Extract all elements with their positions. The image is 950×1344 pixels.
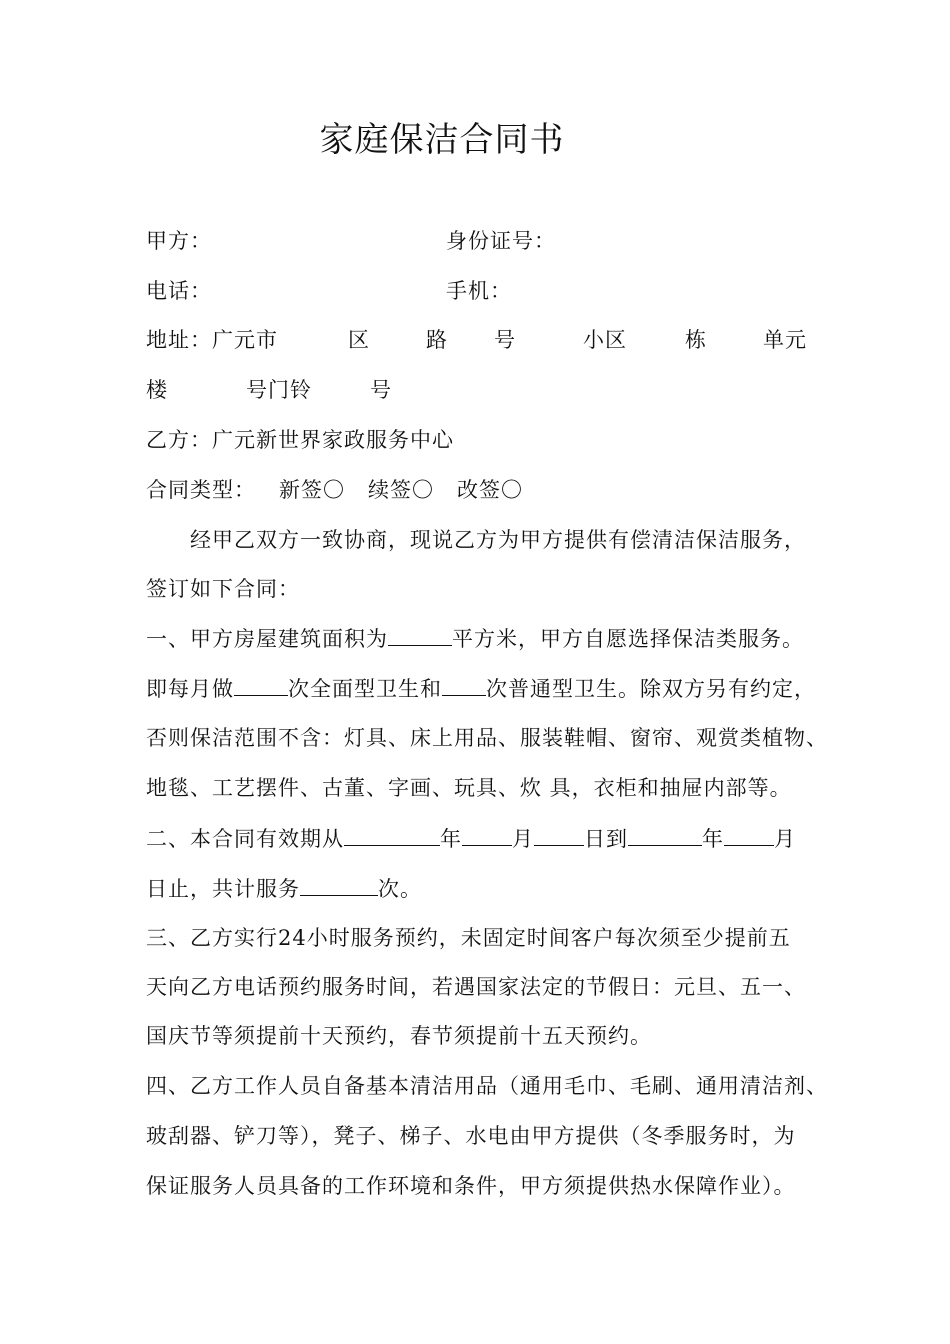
clause-2-text-a: 二、本合同有效期从 [146,827,344,851]
address-district: 区 [348,328,370,352]
clause-1-text-a: 一、甲方房屋建筑面积为 [146,627,388,651]
end-year-blank [628,823,702,846]
clause-2-line-1 [146,823,796,854]
contract-type-renew: 续签〇 [368,478,434,502]
clause-4-line-3: 保证服务人员具备的工作环境和条件，甲方须提供热水保障作业）。 [146,1174,796,1198]
area-blank [388,623,452,646]
party-b-line: 乙方：广元新世界家政服务中心 [146,428,454,452]
clause-1-text-e: 次普通型卫生。除双方另有约定， [486,677,816,701]
clause-2-text-c: 日止，共计服务 [146,877,300,901]
clause-1-text-b: 平方米，甲方自愿选择保洁类服务。 [452,627,804,651]
mobile-label: 手机： [446,279,512,303]
start-day-blank [534,823,584,846]
clause-1-line-1 [146,623,804,654]
clause-1-text-d: 次全面型卫生和 [288,677,442,701]
contract-type-amend: 改签〇 [457,478,523,502]
clause-4-line-2: 玻刮器、铲刀等），凳子、梯子、水电由甲方提供（冬季服务时，为 [146,1124,796,1148]
clause-1-text-c: 即每月做 [146,677,234,701]
address-building: 栋 [685,328,707,352]
start-month-blank [462,823,512,846]
clause-3-line-1: 三、乙方实行24小时服务预约，未固定时间客户每次须至少提前五 [146,926,791,950]
party-a-label: 甲方： [146,229,212,253]
regular-clean-count-blank [442,673,486,696]
clause-2-year-1: 年 [440,827,462,851]
clause-4-line-1: 四、乙方工作人员自备基本清洁用品（通用毛巾、毛刷、通用清洁剂、 [146,1074,828,1098]
address-label: 地址：广元市 [146,328,278,352]
clause-2-month-2: 月 [774,827,796,851]
start-year-blank [344,823,440,846]
clause-1-line-3: 否则保洁范围不含：灯具、床上用品、服装鞋帽、窗帘、观赏类植物、 [146,726,828,750]
address-number: 号 [494,328,516,352]
clause-3-line-2: 天向乙方电话预约服务时间，若遇国家法定的节假日：元旦、五一、 [146,975,806,999]
address-door: 号门铃 [246,378,312,402]
phone-label: 电话： [146,279,212,303]
address-bell-number: 号 [370,378,392,402]
clause-3-line-3: 国庆节等须提前十天预约，春节须提前十五天预约。 [146,1024,652,1048]
contract-type-label: 合同类型： [146,478,256,502]
id-number-label: 身份证号： [446,229,556,253]
clause-2-line-2 [146,873,422,904]
intro-line-1: 经甲乙双方一致协商，现说乙方为甲方提供有偿清洁保洁服务， [190,528,806,552]
clause-1-line-4: 地毯、工艺摆件、古董、字画、玩具、炊 具，衣柜和抽屉内部等。 [146,776,792,800]
service-count-blank [300,873,378,896]
clause-1-line-2 [146,673,816,704]
intro-line-2: 签订如下合同： [146,577,300,601]
clause-2-year-2: 年 [702,827,724,851]
page-title: 家庭保洁合同书 [319,120,565,160]
address-road: 路 [426,328,448,352]
full-clean-count-blank [234,673,288,696]
address-unit: 单元 [763,328,807,352]
end-month-blank [724,823,774,846]
clause-2-month-1: 月 [512,827,534,851]
contract-type-new: 新签〇 [279,478,345,502]
address-floor: 楼 [146,378,168,402]
clause-2-day-1: 日到 [584,827,628,851]
clause-2-text-d: 次。 [378,877,422,901]
address-community: 小区 [583,328,627,352]
